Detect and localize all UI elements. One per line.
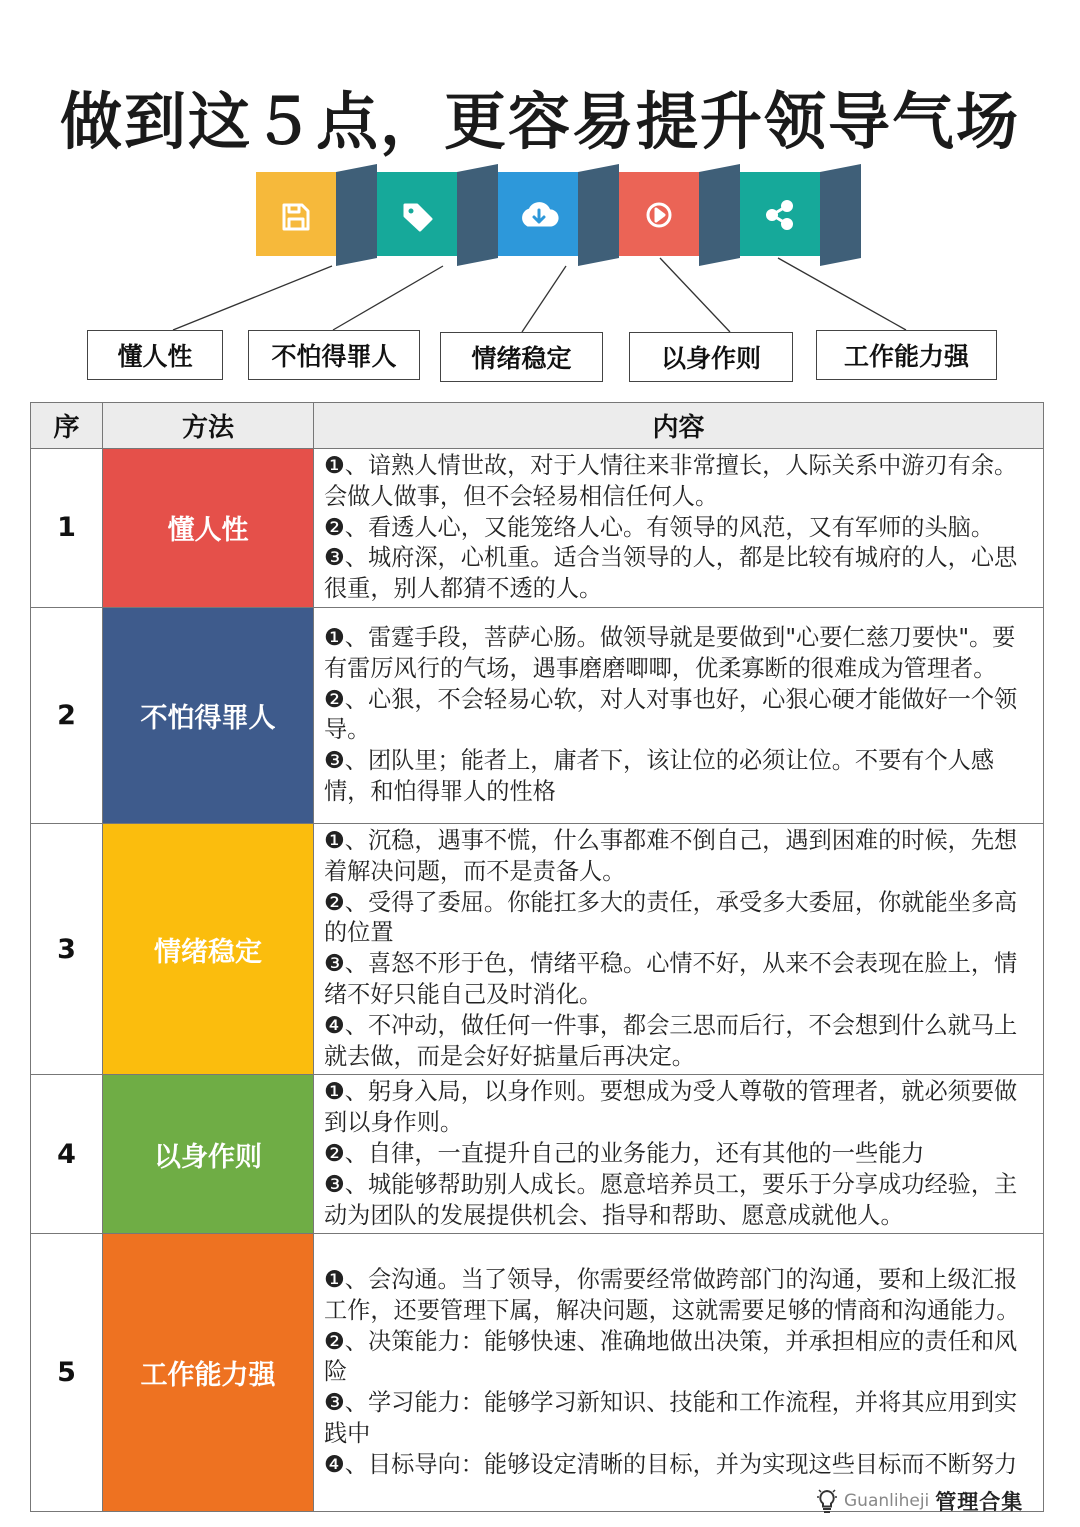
table-header-row — [31, 403, 1044, 449]
row-seq: 4 — [31, 1075, 103, 1234]
content-line: ❹、目标导向：能够设定清晰的目标，并为实现这些目标而不断努力 — [324, 1450, 1018, 1478]
header-seq: 序 — [31, 403, 103, 449]
content-line: ❷、决策能力：能够快速、准确地做出决策，并承担相应的责任和风险 — [324, 1327, 1018, 1386]
header-method: 方法 — [103, 403, 314, 449]
table-row — [31, 1234, 1044, 1512]
footer-brand-cn: 管理合集 — [935, 1489, 1024, 1514]
page-title: 做到这５点，更容易提升领导气场 — [59, 85, 1020, 158]
row-method: 懂人性 — [103, 449, 314, 608]
label-yishenzuoze: 以身作则 — [629, 332, 793, 382]
label-gongzuonengliqiang: 工作能力强 — [816, 330, 997, 380]
label-bupadezuiren: 不怕得罪人 — [248, 330, 420, 380]
ribbon-square-1 — [256, 172, 336, 256]
label-dongrenxing: 懂人性 — [87, 330, 223, 380]
row-method: 工作能力强 — [103, 1234, 314, 1512]
footer-brand-en: Guanliheji — [844, 1491, 930, 1511]
connector-line-1 — [173, 266, 332, 330]
ribbon-fold-4 — [699, 164, 740, 266]
row-seq: 5 — [31, 1234, 103, 1512]
content-line: ❷、看透人心，又能笼络人心。有领导的风范，又有军师的头脑。 — [324, 513, 995, 541]
content-line: ❸、团队里；能者上，庸者下，该让位的必须让位。不要有个人感情，和怕得罪人的性格 — [324, 747, 995, 806]
ribbon-fold-1 — [336, 164, 377, 266]
content-line: ❷、心狠，不会轻易心软，对人对事也好，心狠心硬才能做好一个领导。 — [324, 685, 1018, 744]
table-row — [31, 449, 1044, 608]
ribbon-fold-5 — [820, 164, 861, 266]
row-content — [314, 449, 1044, 608]
methods-table — [30, 402, 1044, 1512]
content-line: ❹、不冲动，做任何一件事，都会三思而后行，不会想到什么就马上就去做，而是会好好掂量后再决定。 — [324, 1011, 1018, 1070]
ribbon-fold-3 — [578, 164, 619, 266]
ribbon-square-5 — [740, 172, 820, 256]
content-line: ❶、谙熟人情世故，对于人情往来非常擅长，人际关系中游刃有余。 会做人做事，但不会轻易相信任何人。 — [324, 452, 1018, 510]
row-content — [314, 1234, 1044, 1512]
content-line: ❸、城府深，心机重。适合当领导的人，都是比较有城府的人，心思很重，别人都猜不透的人。 — [324, 544, 1018, 603]
content-line: ❶、躬身入局，以身作则。要想成为受人尊敬的管理者，就必须要做到以身作则。 — [324, 1078, 1018, 1137]
label-qingxuwending: 情绪稳定 — [440, 332, 603, 382]
connector-line-3 — [522, 266, 566, 332]
lightbulb-icon — [816, 1488, 838, 1514]
row-seq: 2 — [31, 607, 103, 823]
row-method: 不怕得罪人 — [103, 607, 314, 823]
content-line: ❶、会沟通。当了领导，你需要经常做跨部门的沟通，要和上级汇报工作，还要管理下属，解决问题，这就需要足够的情商和沟通能力。 — [324, 1266, 1020, 1324]
connector-line-5 — [778, 258, 906, 330]
connector-line-2 — [333, 266, 443, 330]
row-seq: 1 — [31, 449, 103, 608]
header-content: 内容 — [314, 403, 1044, 449]
content-line: ❶、雷霆手段，菩萨心肠。做领导就是要做到"心要仁慈刀要快"。要有雷厉风行的气场，遇事磨磨唧唧，优柔寡断的很难成为管理者。 — [324, 624, 1016, 682]
content-line: ❶、沉稳，遇事不慌，什么事都难不倒自己，遇到困难的时候，先想着解决问题，而不是责备人。 — [324, 826, 1018, 885]
content-line: ❷、受得了委屈。你能扛多大的责任，承受多大委屈，你就能坐多高的位置 — [324, 888, 1018, 947]
row-seq: 3 — [31, 823, 103, 1074]
table-row — [31, 1075, 1044, 1234]
table-row — [31, 823, 1044, 1074]
row-content — [314, 823, 1044, 1074]
table-row — [31, 607, 1044, 823]
row-method: 以身作则 — [103, 1075, 314, 1234]
row-content — [314, 607, 1044, 823]
row-method: 情绪稳定 — [103, 823, 314, 1074]
footer-brand — [816, 1486, 1023, 1516]
row-content — [314, 1075, 1044, 1234]
connector-line-4 — [660, 258, 730, 332]
ribbon-fold-2 — [457, 164, 498, 266]
content-line: ❷、自律，一直提升自己的业务能力，还有其他的一些能力 — [324, 1139, 925, 1167]
content-line: ❸、学习能力：能够学习新知识、技能和工作流程，并将其应用到实践中 — [324, 1389, 1018, 1448]
content-line: ❸、城能够帮助别人成长。愿意培养员工，要乐于分享成功经验，主动为团队的发展提供机会、指导和帮助、愿意成就他人。 — [324, 1170, 1018, 1229]
content-line: ❸、喜怒不形于色，情绪平稳。心情不好，从来不会表现在脸上，情绪不好只能自己及时消化。 — [324, 950, 1018, 1008]
